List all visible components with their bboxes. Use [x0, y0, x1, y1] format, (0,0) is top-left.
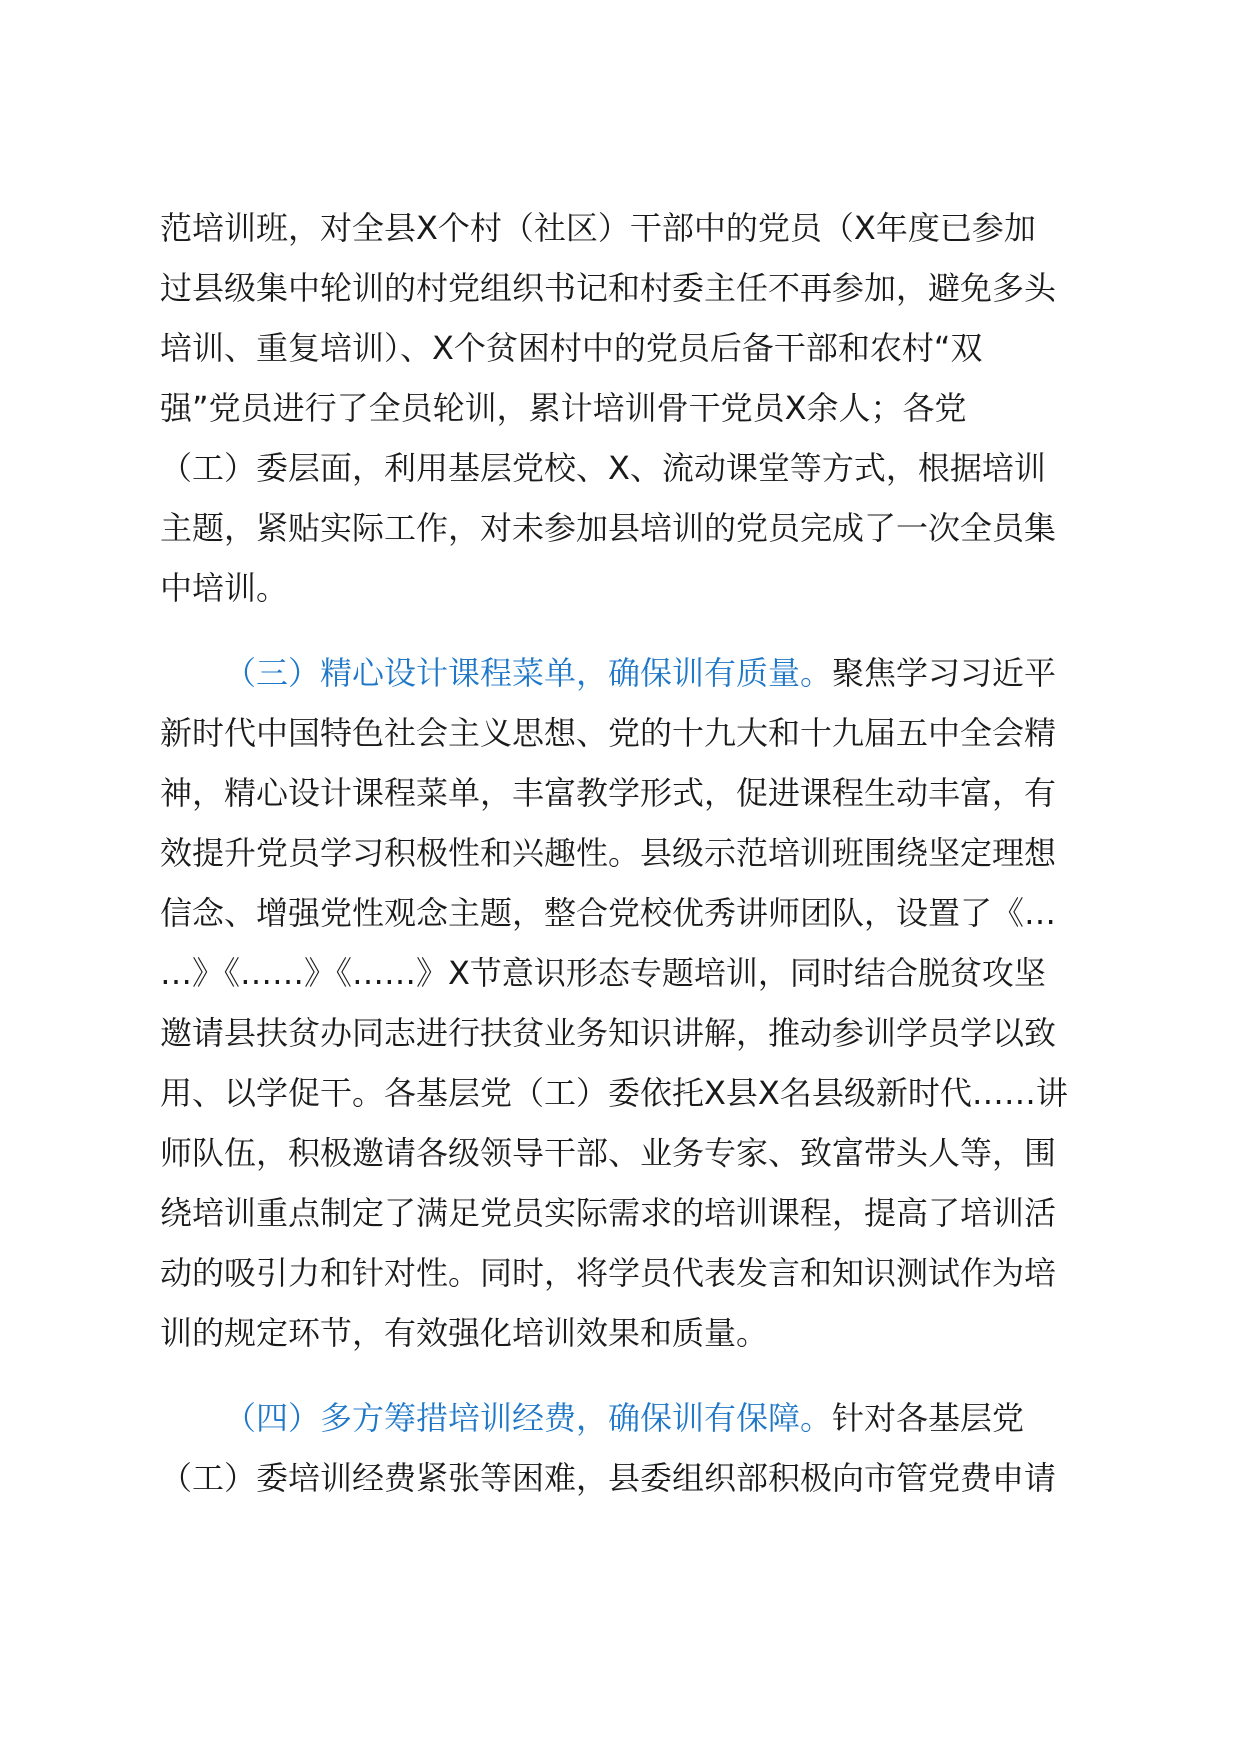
- text-line: 动的吸引力和针对性。同时，将学员代表发言和知识测试作为培: [160, 1254, 1057, 1292]
- paragraph-continuation: [160, 198, 1090, 618]
- text-line: …》《……》《……》X节意识形态专题培训，同时结合脱贫攻坚: [160, 954, 1046, 992]
- text-line: 师队伍，积极邀请各级领导干部、业务专家、致富带头人等，围: [160, 1134, 1057, 1172]
- text-line: 用、以学促干。各基层党（工）委依托X县X名县级新时代……讲: [160, 1074, 1068, 1112]
- text-line: 范培训班，对全县X个村（社区）干部中的党员（X年度已参加: [160, 209, 1036, 247]
- text-line: 效提升党员学习积极性和兴趣性。县级示范培训班围绕坚定理想: [160, 834, 1057, 872]
- section-heading: （三）精心设计课程菜单，确保训有质量。: [224, 654, 833, 692]
- text-line: 主题，紧贴实际工作，对未参加县培训的党员完成了一次全员集: [160, 509, 1057, 547]
- text-line: （工）委培训经费紧张等困难，县委组织部积极向市管党费申请: [160, 1459, 1057, 1497]
- text-line: 强”党员进行了全员轮训，累计培训骨干党员X余人；各党: [160, 389, 967, 427]
- document-body: [160, 198, 1090, 1508]
- text-line: 培训、重复培训）、X个贫困村中的党员后备干部和农村“双: [160, 329, 983, 367]
- text-line: 绕培训重点制定了满足党员实际需求的培训课程，提高了培训活: [160, 1194, 1057, 1232]
- text-line: 新时代中国特色社会主义思想、党的十九大和十九届五中全会精: [160, 714, 1057, 752]
- text-run: 针对各基层党: [832, 1399, 1025, 1437]
- text-line: （工）委层面，利用基层党校、X、流动课堂等方式，根据培训: [160, 449, 1046, 487]
- text-line: [160, 1388, 1090, 1448]
- section-heading: （四）多方筹措培训经费，确保训有保障。: [224, 1399, 833, 1437]
- paragraph-section-4: [160, 1388, 1090, 1508]
- text-line: 神，精心设计课程菜单，丰富教学形式，促进课程生动丰富，有: [160, 774, 1057, 812]
- text-line: 邀请县扶贫办同志进行扶贫业务知识讲解，推动参训学员学以致: [160, 1014, 1057, 1052]
- text-line: 训的规定环节，有效强化培训效果和质量。: [160, 1314, 769, 1352]
- text-run: 聚焦学习习近平: [832, 654, 1057, 692]
- text-line: 中培训。: [160, 569, 289, 607]
- text-line: [160, 643, 1090, 703]
- text-line: 过县级集中轮训的村党组织书记和村委主任不再参加，避免多头: [160, 269, 1057, 307]
- text-line: 信念、增强党性观念主题，整合党校优秀讲师团队，设置了《…: [160, 894, 1057, 932]
- paragraph-section-3: [160, 643, 1090, 1363]
